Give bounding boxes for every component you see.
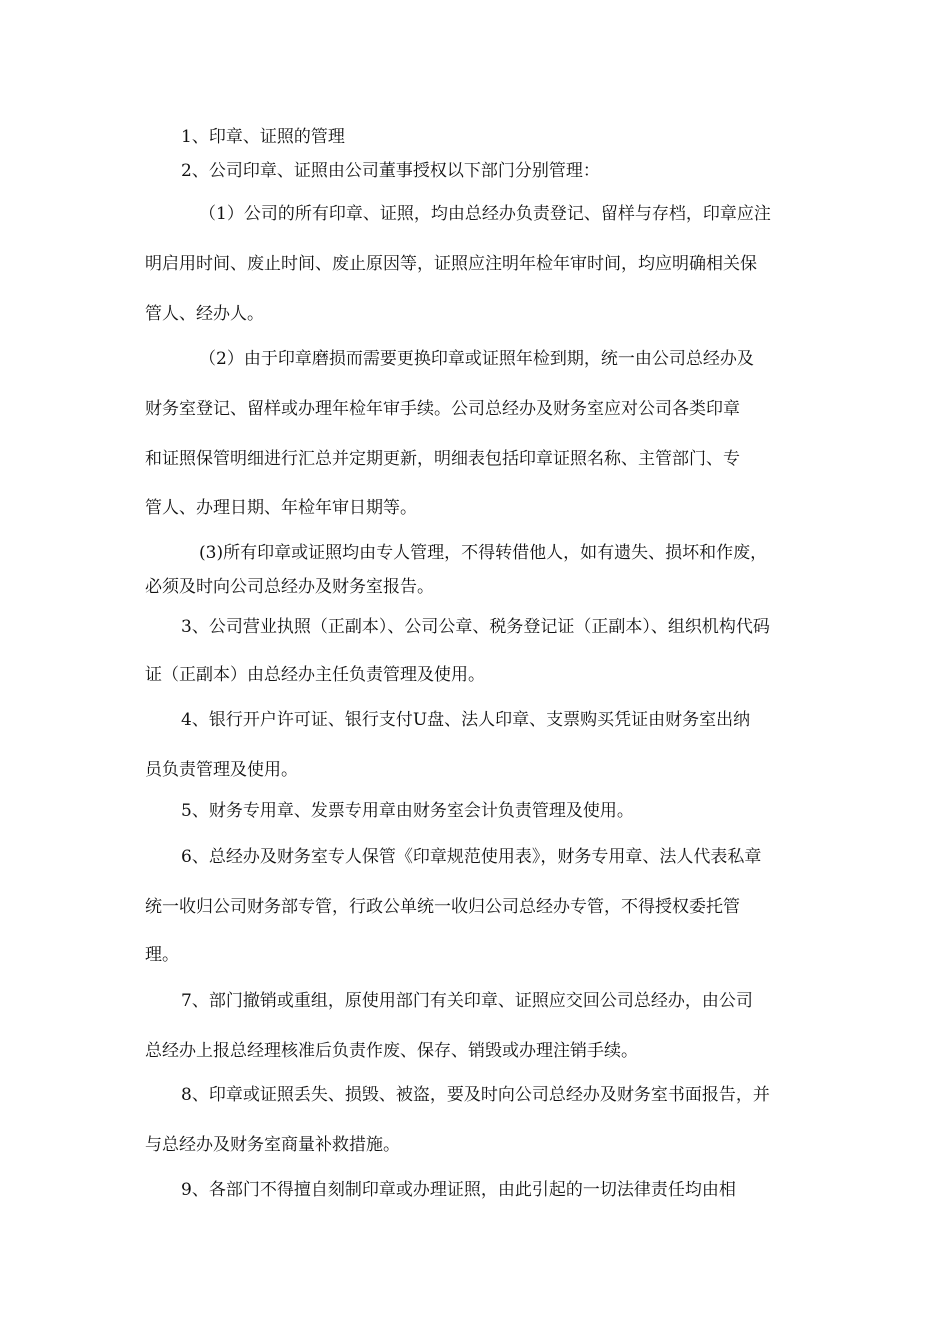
text-line: 9、各部门不得擅自刻制印章或办理证照，由此引起的一切法律责任均由相 — [181, 1180, 736, 1200]
text-line: （2）由于印章磨损而需要更换印章或证照年检到期，统一由公司总经办及 — [199, 349, 754, 369]
text-line: 明启用时间、废止时间、废止原因等，证照应注明年检年审时间，均应明确相关保 — [145, 254, 757, 274]
text-line: 4、银行开户许可证、银行支付U盘、法人印章、支票购买凭证由财务室出纳 — [181, 710, 751, 730]
text-line: （1）公司的所有印章、证照，均由总经办负责登记、留样与存档，印章应注 — [199, 204, 771, 224]
text-line: 8、印章或证照丢失、损毁、被盗，要及时向公司总经办及财务室书面报告，并 — [181, 1085, 770, 1105]
text-line: 2、公司印章、证照由公司董事授权以下部门分别管理： — [181, 161, 600, 181]
text-line: 统一收归公司财务部专管，行政公单统一收归公司总经办专管，不得授权委托管 — [145, 897, 740, 917]
text-line: 员负责管理及使用。 — [145, 760, 298, 780]
text-line: 与总经办及财务室商量补救措施。 — [145, 1135, 400, 1155]
text-line: 必须及时向公司总经办及财务室报告。 — [145, 577, 434, 597]
text-line: 3、公司营业执照（正副本）、公司公章、税务登记证（正副本）、组织机构代码 — [181, 617, 770, 637]
text-line: 管人、经办人。 — [145, 304, 264, 324]
text-line: 财务室登记、留样或办理年检年审手续。公司总经办及财务室应对公司各类印章 — [145, 399, 740, 419]
text-line: 7、部门撤销或重组，原使用部门有关印章、证照应交回公司总经办，由公司 — [181, 991, 753, 1011]
text-line: 理。 — [145, 945, 179, 965]
text-line: 管人、办理日期、年检年审日期等。 — [145, 498, 417, 518]
text-line: 总经办上报总经理核准后负责作废、保存、销毁或办理注销手续。 — [145, 1041, 638, 1061]
text-line: 和证照保管明细进行汇总并定期更新，明细表包括印章证照名称、主管部门、专 — [145, 449, 740, 469]
text-line: 6、总经办及财务室专人保管《印章规范使用表》，财务专用章、法人代表私章 — [181, 847, 762, 867]
text-line: 1、印章、证照的管理 — [181, 127, 345, 147]
text-line: (3)所有印章或证照均由专人管理，不得转借他人，如有遗失、损坏和作废， — [199, 543, 768, 563]
text-line: 5、财务专用章、发票专用章由财务室会计负责管理及使用。 — [181, 801, 634, 821]
text-line: 证（正副本）由总经办主任负责管理及使用。 — [145, 665, 485, 685]
